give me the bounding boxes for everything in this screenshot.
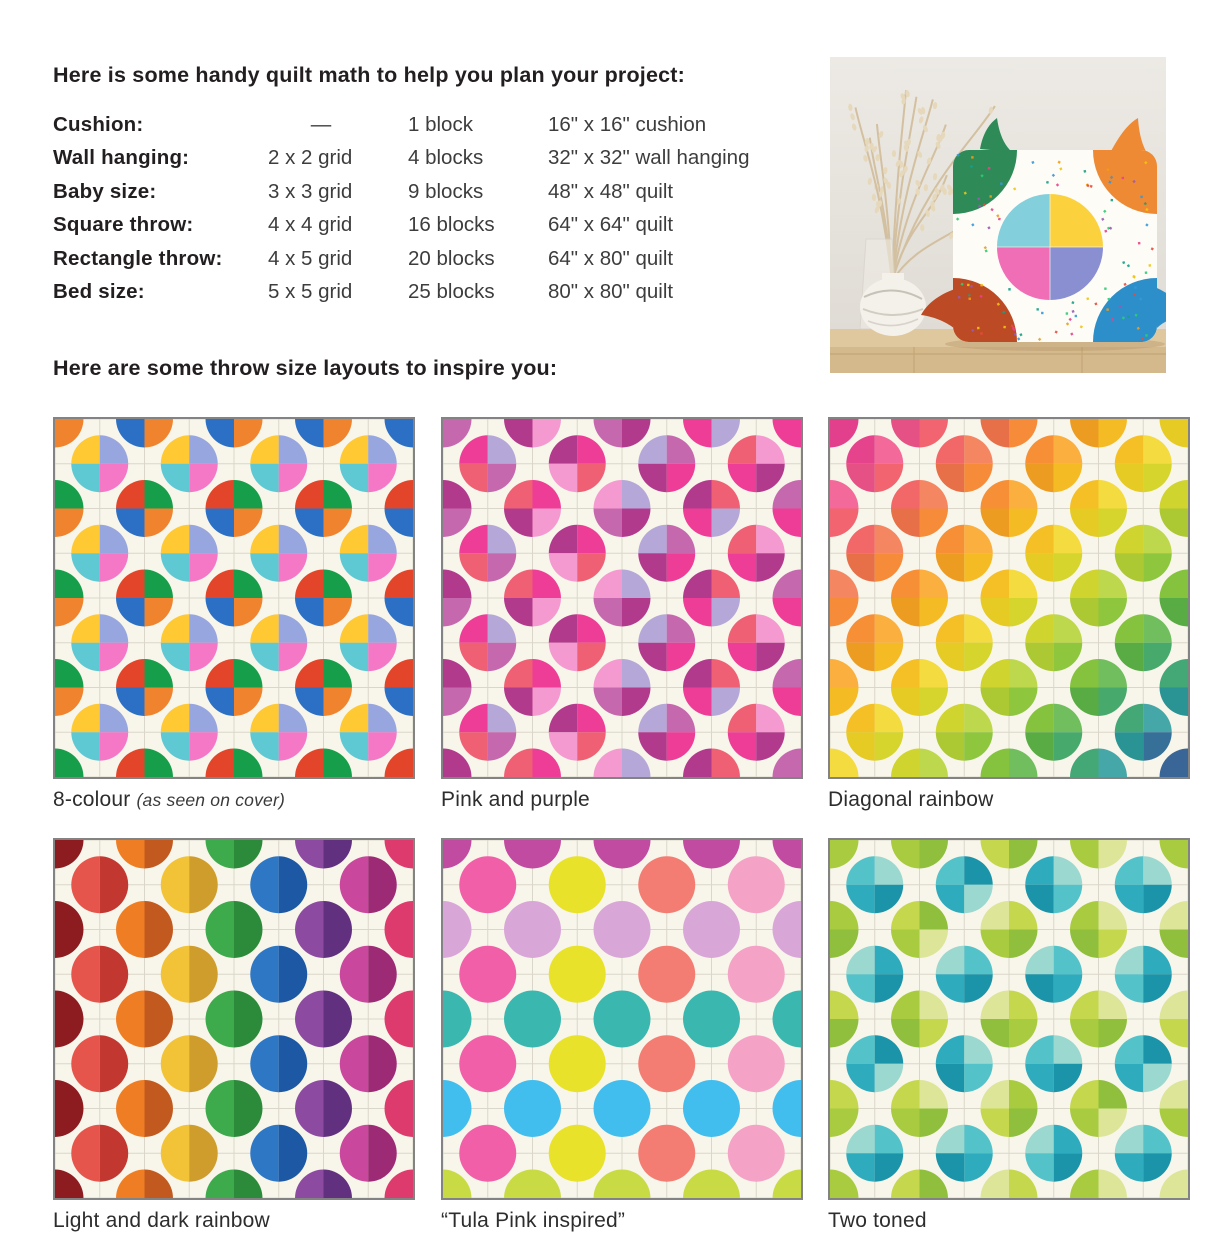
quilt-svg — [830, 840, 1188, 1198]
quilt-svg — [830, 419, 1188, 777]
table-row-label: Rectangle throw: — [53, 246, 223, 270]
caption-text: Pink and purple — [441, 788, 590, 811]
quilt-image — [53, 838, 415, 1200]
marble-vase — [860, 278, 926, 336]
cushion-medallion — [997, 194, 1103, 300]
table-cell-blocks: 9 blocks — [408, 179, 484, 203]
quilt-layout-two-toned — [828, 838, 1190, 1233]
table-cell-grid: 4 x 4 grid — [268, 213, 353, 237]
quilt-svg — [55, 419, 413, 777]
quilt-svg — [443, 419, 801, 777]
caption-text: 8-colour — [53, 788, 131, 811]
table-cell-blocks: 20 blocks — [408, 246, 495, 270]
quilt-layout-diagonal-rainbow — [828, 417, 1190, 812]
caption-text: Two toned — [828, 1209, 927, 1232]
quilt-caption — [53, 788, 415, 812]
table-cell-size: 48" x 48" quilt — [548, 179, 674, 203]
quilt-caption — [441, 788, 803, 812]
table-cell-grid: 5 x 5 grid — [268, 280, 353, 304]
caption-note: (as seen on cover) — [136, 790, 286, 810]
table-row-label: Wall hanging: — [53, 146, 190, 170]
table-cell-size: 80" x 80" quilt — [548, 280, 674, 304]
cushion-photo-svg — [830, 57, 1166, 373]
table-row-label: Bed size: — [53, 280, 145, 304]
table-cell-grid: — — [310, 112, 332, 136]
quilt-layout-light-and-dark-rainbow — [53, 838, 415, 1233]
quilt-image — [441, 417, 803, 779]
table-cell-grid: 2 x 2 grid — [268, 146, 353, 170]
quilt-caption — [828, 788, 1190, 812]
table-row-label: Cushion: — [53, 112, 144, 136]
quilt-image — [828, 838, 1190, 1200]
quilt-caption — [441, 1209, 803, 1233]
table-cell-blocks: 25 blocks — [408, 280, 495, 304]
table-cell-size: 64" x 80" quilt — [548, 246, 674, 270]
table-cell-blocks: 1 block — [408, 112, 473, 136]
cushion-photo — [830, 57, 1166, 373]
quilt-svg — [55, 840, 413, 1198]
table-cell-size: 32" x 32" wall hanging — [548, 146, 750, 170]
quilt-svg — [443, 840, 801, 1198]
table-cell-size: 64" x 64" quilt — [548, 213, 674, 237]
quilt-caption — [53, 1209, 415, 1233]
quilt-image — [441, 838, 803, 1200]
caption-text: Diagonal rainbow — [828, 788, 994, 811]
quilt-caption — [828, 1209, 1190, 1233]
quilt-layout-pink-and-purple — [441, 417, 803, 812]
table-cell-blocks: 4 blocks — [408, 146, 484, 170]
table-cell-blocks: 16 blocks — [408, 213, 495, 237]
quilt-math-heading: Here is some handy quilt math to help you plan your project: — [53, 63, 686, 87]
caption-text: “Tula Pink inspired” — [441, 1209, 626, 1232]
layouts-heading: Here are some throw size layouts to inspire you: — [53, 356, 558, 380]
table-row-label: Baby size: — [53, 179, 157, 203]
quilt-layout-8-colour — [53, 417, 415, 812]
caption-text: Light and dark rainbow — [53, 1209, 270, 1232]
quilt-image — [53, 417, 415, 779]
quilt-layout-tula-pink-inspired — [441, 838, 803, 1233]
table-row-label: Square throw: — [53, 213, 194, 237]
table-cell-size: 16" x 16" cushion — [548, 112, 707, 136]
sideboard-front — [830, 347, 1166, 373]
quilt-math-table — [53, 108, 843, 309]
table-cell-grid: 3 x 3 grid — [268, 179, 353, 203]
table-cell-grid: 4 x 5 grid — [268, 246, 353, 270]
quilt-image — [828, 417, 1190, 779]
